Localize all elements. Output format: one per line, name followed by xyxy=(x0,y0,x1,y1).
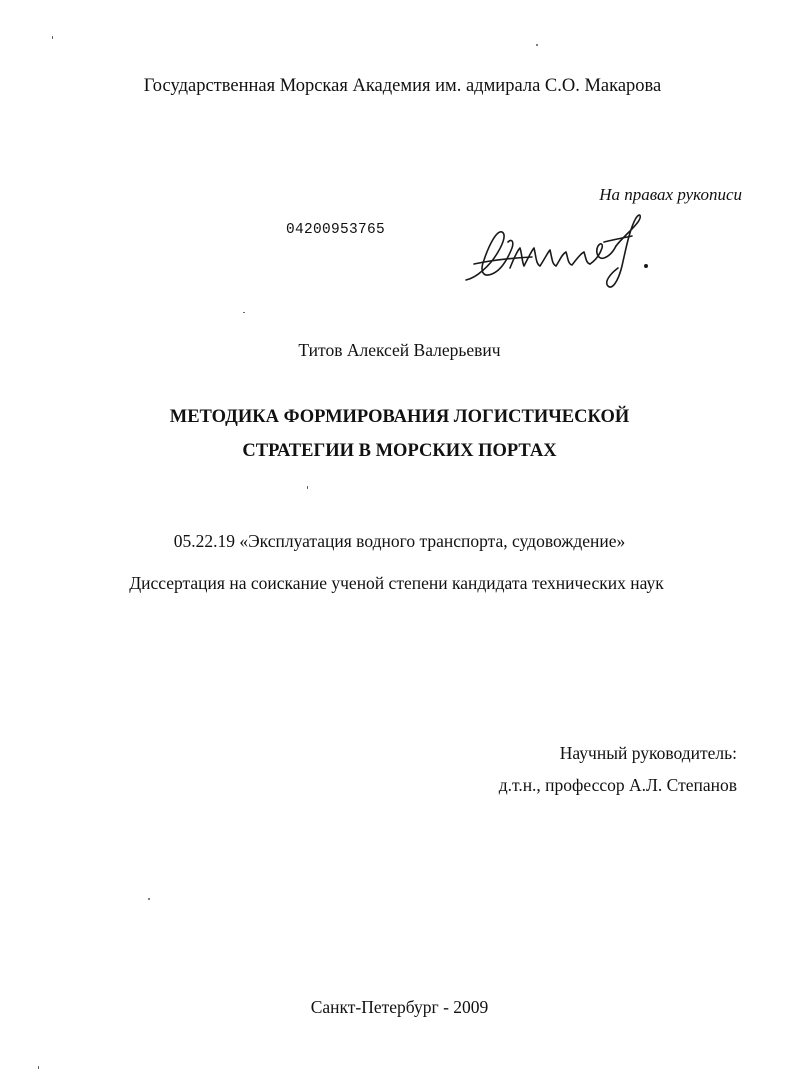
scan-speck xyxy=(38,1066,39,1069)
scan-speck xyxy=(52,36,53,39)
scan-speck xyxy=(148,898,150,900)
scan-speck xyxy=(536,44,538,46)
thesis-title-line-2: СТРАТЕГИИ В МОРСКИХ ПОРТАХ xyxy=(242,441,557,461)
advisor-label: Научный руководитель: xyxy=(559,743,737,763)
degree-statement: Диссертация на соискание ученой степени кандидата технических наук xyxy=(129,573,664,593)
city-and-year: Санкт-Петербург - 2009 xyxy=(310,997,489,1017)
thesis-title xyxy=(0,400,799,468)
institution-name: Государственная Морская Академия им. адмирала С.О. Макарова xyxy=(143,76,662,96)
specialty-code: 05.22.19 «Эксплуатация водного транспорта, судовождение» xyxy=(173,531,626,551)
handwritten-signature-icon xyxy=(462,208,662,292)
author-name: Титов Алексей Валерьевич xyxy=(298,340,501,360)
catalog-number: 04200953765 xyxy=(286,222,386,238)
thesis-title-line-1: МЕТОДИКА ФОРМИРОВАНИЯ ЛОГИСТИЧЕСКОЙ xyxy=(169,407,630,427)
scan-speck xyxy=(243,312,245,313)
manuscript-rights-note: На правах рукописи xyxy=(599,185,742,204)
advisor-name: д.т.н., профессор А.Л. Степанов xyxy=(498,775,737,795)
scan-speck xyxy=(307,486,308,489)
